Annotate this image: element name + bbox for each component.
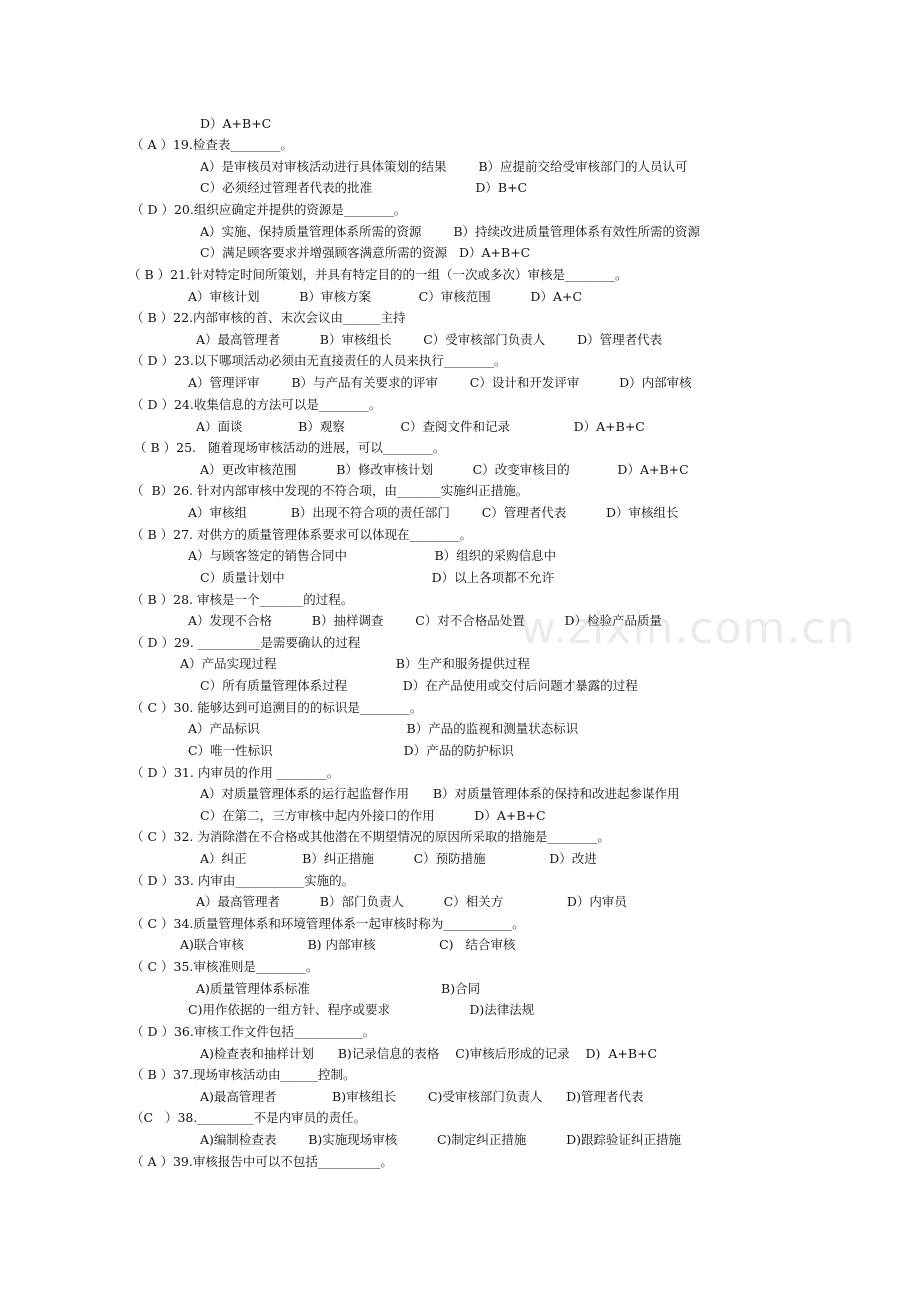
- option-line: A）与顾客签定的销售合同中 B）组织的采购信息中: [188, 548, 557, 563]
- question-line: （ D ）24.收集信息的方法可以是________。: [131, 397, 382, 412]
- option-line: C）质量计划中 D）以上各项都不允许: [200, 570, 555, 585]
- option-line: A）最高管理者 B）审核组长 C）受审核部门负责人 D）管理者代表: [196, 332, 663, 347]
- option-line: A）是审核员对审核活动进行具体策划的结果 B）应提前交给受审核部门的人员认可: [200, 159, 688, 174]
- question-line: （ C ）30. 能够达到可追溯目的的标识是________。: [131, 700, 423, 715]
- option-line: A)检查表和抽样计划 B)记录信息的表格 C)审核后形成的记录 D) A+B+C: [200, 1046, 658, 1061]
- option-line: D）A+B+C: [200, 116, 272, 131]
- question-line: （ B ）25. 随着现场审核活动的进展，可以________。: [134, 440, 446, 455]
- option-line: A）对质量管理体系的运行起监督作用 B）对质量管理体系的保持和改进起参谋作用: [200, 786, 680, 801]
- option-line: A）更改审核范围 B）修改审核计划 C）改变审核目的 D）A+B+C: [200, 462, 689, 477]
- question-line: （ A ）39.审核报告中可以不包括__________。: [131, 1154, 393, 1169]
- option-line: A）实施、保持质量管理体系所需的资源 B）持续改进质量管理体系有效性所需的资源: [200, 224, 701, 239]
- option-line: C)用作依据的一组方针、程序或要求 D)法律法规: [188, 1002, 535, 1017]
- question-line: （ B ）37.现场审核活动由______控制。: [131, 1067, 356, 1082]
- question-line: （ B ）22.内部审核的首、末次会议由______主持: [131, 310, 406, 325]
- question-line: （ D ）29. __________是需要确认的过程: [131, 635, 361, 650]
- option-line: A)质量管理体系标准 B)合同: [196, 981, 481, 996]
- question-line: （ C ）32. 为消除潜在不合格或其他潜在不期望情况的原因所采取的措施是________。: [131, 829, 610, 844]
- question-line: （ D ）31. 内审员的作用 ________。: [131, 765, 340, 780]
- option-line: A）审核计划 B）审核方案 C）审核范围 D）A+C: [188, 289, 583, 304]
- question-line: （ A ）19.检查表________。: [131, 137, 293, 152]
- option-line: C）在第二，三方审核中起内外接口的作用 D）A+B+C: [200, 808, 546, 823]
- question-line: （ D ）36.审核工作文件包括___________。: [131, 1024, 376, 1039]
- option-line: A）面谈 B）观察 C）查阅文件和记录 D）A+B+C: [196, 419, 645, 434]
- question-line: （ D ）20.组织应确定并提供的资源是________。: [131, 202, 407, 217]
- watermark: w.zixin.com.cn: [520, 603, 856, 654]
- question-line: （ C ）35.审核准则是________。: [131, 959, 319, 974]
- option-line: A）最高管理者 B）部门负责人 C）相关方 D）内审员: [196, 894, 627, 909]
- option-line: A）发现不合格 B）抽样调查 C）对不合格品处置 D）检验产品质量: [188, 613, 663, 628]
- option-line: A）产品标识 B）产品的监视和测量状态标识: [188, 721, 579, 736]
- option-line: C）满足顾客要求并增强顾客满意所需的资源 D）A+B+C: [200, 245, 531, 260]
- option-line: A)编制检查表 B)实施现场审核 C)制定纠正措施 D)跟踪验证纠正措施: [200, 1132, 682, 1147]
- question-line: （C ）38._________不是内审员的责任。: [131, 1110, 367, 1125]
- option-line: A）产品实现过程 B）生产和服务提供过程: [180, 656, 530, 671]
- question-line: （ B ）21.针对特定时间所策划，并具有特定目的的一组（一次或多次）审核是________。: [128, 267, 628, 282]
- option-line: A)最高管理者 B)审核组长 C)受审核部门负责人 D)管理者代表: [200, 1089, 644, 1104]
- option-line: A）管理评审 B）与产品有关要求的评审 C）设计和开发评审 D）内部审核: [188, 375, 692, 390]
- question-line: （ D ）33. 内审由___________实施的。: [131, 873, 355, 888]
- question-line: （ C ）34.质量管理体系和环境管理体系一起审核时称为___________。: [131, 916, 525, 931]
- option-line: C）唯一性标识 D）产品的防护标识: [188, 743, 514, 758]
- option-line: A)联合审核 B) 内部审核 C) 结合审核: [180, 937, 516, 952]
- option-line: A）纠正 B）纠正措施 C）预防措施 D）改进: [200, 851, 597, 866]
- question-line: （ B ）27. 对供方的质量管理体系要求可以体现在________。: [131, 527, 472, 542]
- option-line: C）所有质量管理体系过程 D）在产品使用或交付后问题才暴露的过程: [200, 678, 638, 693]
- question-line: （ B ）28. 审核是一个_______的过程。: [131, 592, 354, 607]
- option-line: A）审核组 B）出现不符合项的责任部门 C）管理者代表 D）审核组长: [188, 505, 679, 520]
- question-line: （ D ）23.以下哪项活动必须由无直接责任的人员来执行________。: [131, 353, 507, 368]
- option-line: C）必须经过管理者代表的批准 D）B+C: [200, 180, 528, 195]
- question-line: （ B）26. 针对内部审核中发现的不符合项，由_______实施纠正措施。: [131, 483, 529, 498]
